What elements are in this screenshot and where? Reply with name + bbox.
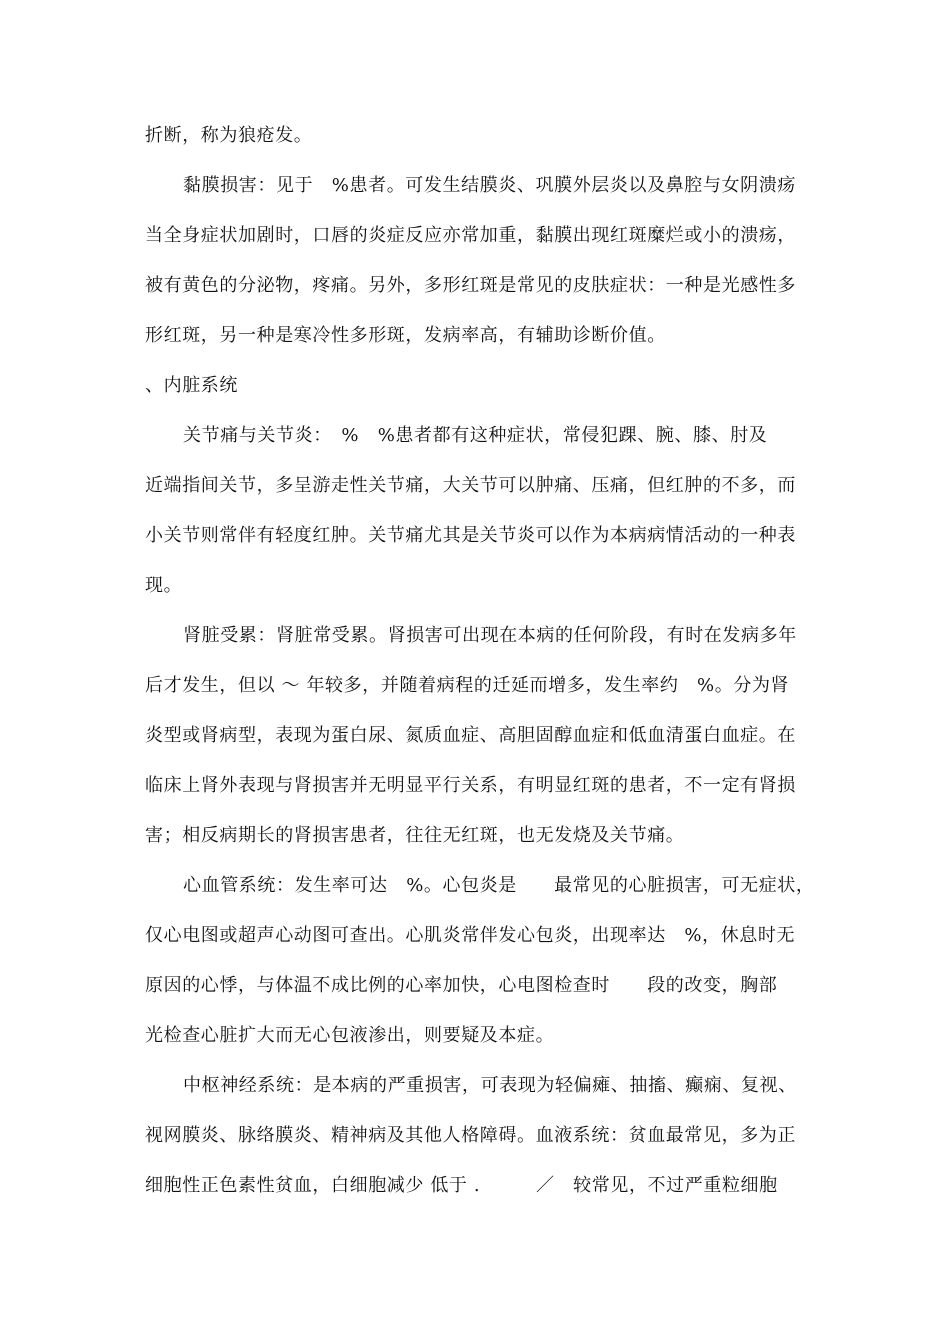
text-line: 近端指间关节，多呈游走性关节痛，大关节可以肿痛、压痛，但红肿的不多，而	[145, 475, 796, 496]
text-line: 肾脏受累：肾脏常受累。肾损害可出现在本病的任何阶段，有时在发病多年	[183, 625, 797, 646]
text-line: 光检查心脏扩大而无心包液渗出，则要疑及本症。	[145, 1025, 555, 1046]
text-line: 折断，称为狼疮发。	[145, 125, 313, 146]
text-line: 当全身症状加剧时，口唇的炎症反应亦常加重，黏膜出现红斑糜烂或小的溃疡，	[145, 225, 796, 246]
text-line: 害；相反病期长的肾损害患者，往往无红斑，也无发烧及关节痛。	[145, 825, 685, 846]
section-heading: 、内脏系统	[145, 375, 238, 396]
text-line: 被有黄色的分泌物，疼痛。另外，多形红斑是常见的皮肤症状：一种是光感性多	[145, 275, 796, 296]
text-line: 仅心电图或超声心动图可查出。心肌炎常伴发心包炎，出现率达 %，休息时无	[145, 925, 796, 946]
text-line: 现。	[145, 575, 183, 596]
text-line: 细胞性正色素性贫血，白细胞减少 低于 . ／ 较常见，不过严重粒细胞	[145, 1175, 778, 1196]
text-line: 关节痛与关节炎： % %患者都有这种症状，常侵犯踝、腕、膝、肘及	[183, 425, 768, 446]
text-line: 黏膜损害：见于 %患者。可发生结膜炎、巩膜外层炎以及鼻腔与女阴溃疡	[183, 175, 796, 196]
text-line: 中枢神经系统：是本病的严重损害，可表现为轻偏瘫、抽搐、癫痫、复视、	[183, 1075, 797, 1096]
text-line: 心血管系统：发生率可达 %。心包炎是 最常见的心脏损害，可无症状，	[183, 875, 815, 896]
text-line: 炎型或肾病型，表现为蛋白尿、氮质血症、高胆固醇血症和低血清蛋白血症。在	[145, 725, 796, 746]
text-line: 视网膜炎、脉络膜炎、精神病及其他人格障碍。血液系统：贫血最常见，多为正	[145, 1125, 796, 1146]
text-line: 后才发生，但以 ～ 年较多，并随着病程的迁延而增多，发生率约 %。分为肾	[145, 675, 790, 696]
text-line: 临床上肾外表现与肾损害并无明显平行关系，有明显红斑的患者，不一定有肾损	[145, 775, 796, 796]
text-line: 形红斑，另一种是寒冷性多形斑，发病率高，有辅助诊断价值。	[145, 325, 666, 346]
text-line: 原因的心悸，与体温不成比例的心率加快，心电图检查时 段的改变，胸部	[145, 975, 778, 996]
text-line: 小关节则常伴有轻度红肿。关节痛尤其是关节炎可以作为本病病情活动的一种表	[145, 525, 796, 546]
